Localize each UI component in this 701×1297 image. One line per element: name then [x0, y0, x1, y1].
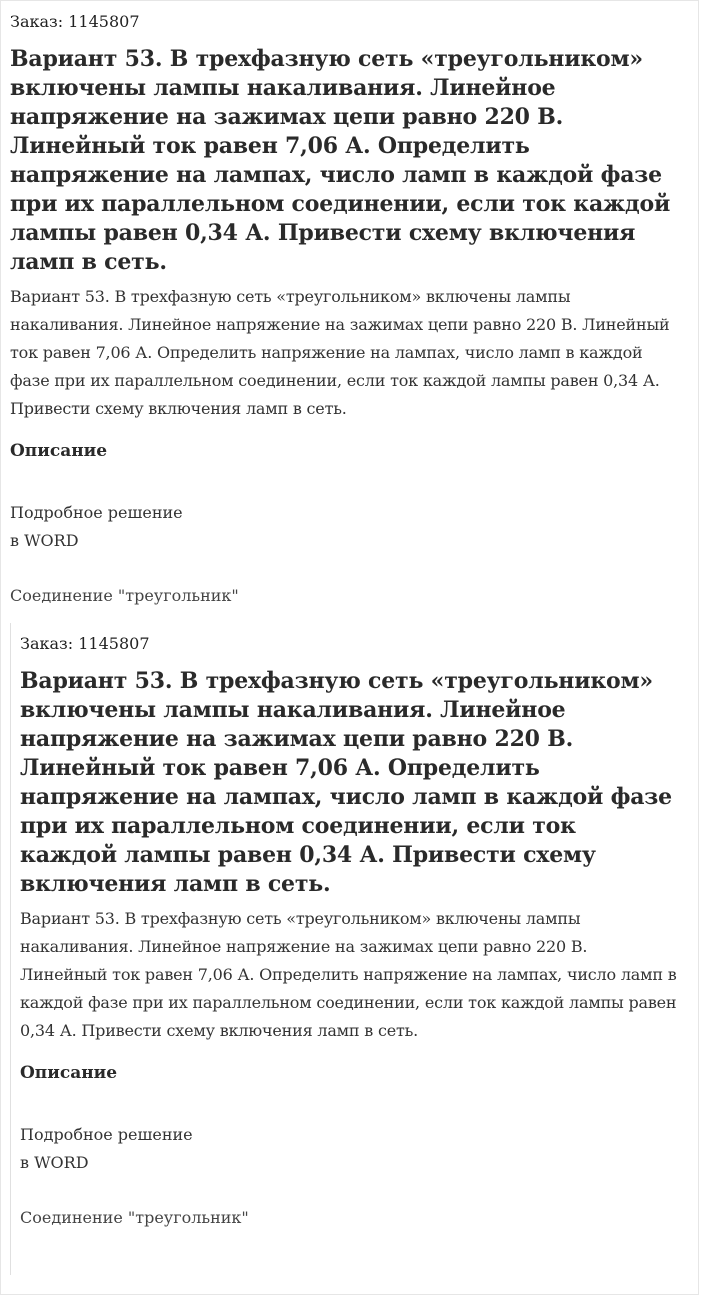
order-block-2 — [10, 623, 698, 1275]
order-block-1 — [1, 1, 698, 607]
description-heading: Описание — [10, 441, 108, 461]
order-number: Заказ: 1145807 — [10, 12, 140, 31]
description-line: в WORD — [20, 1153, 89, 1172]
description-line: Подробное решение — [10, 503, 183, 522]
description-block — [20, 1121, 678, 1177]
description-line: Подробное решение — [20, 1125, 193, 1144]
connection-type: Соединение "треугольник" — [10, 586, 239, 605]
description-block — [10, 499, 686, 555]
problem-text: Вариант 53. В трехфазную сеть «треугольником» включены лампы накаливания. Линейное напряжение на зажимах цепи равно 220 В. Линейный ток равен 7,06 А. Определить напряжение на лампах, число ламп в каждой фазе при их параллельном соединении, если ток каждой лампы равен 0,34 А. Привести схему включения ламп в сеть. — [20, 909, 677, 1040]
description-heading: Описание — [20, 1063, 118, 1083]
connection-type: Соединение "треугольник" — [20, 1208, 249, 1227]
problem-text: Вариант 53. В трехфазную сеть «треугольником» включены лампы накаливания. Линейное напряжение на зажимах цепи равно 220 В. Линейный ток равен 7,06 А. Определить напряжение на лампах, число ламп в каждой фазе при их параллельном соединении, если ток каждой лампы равен 0,34 А. Привести схему включения ламп в сеть. — [10, 287, 670, 418]
problem-title: Вариант 53. В трехфазную сеть «треугольником» включены лампы накаливания. Линейное напряжение на зажимах цепи равно 220 В. Линейный ток равен 7,06 А. Определить напряжение на лампах, число ламп в каждой фазе при их параллельном соединении, если ток каждой лампы равен 0,34 А. Привести схему включения ламп в сеть. — [10, 46, 671, 275]
problem-title: Вариант 53. В трехфазную сеть «треугольником» включены лампы накаливания. Линейное напряжение на зажимах цепи равно 220 В. Линейный ток равен 7,06 А. Определить напряжение на лампах, число ламп в каждой фазе при их параллельном соединении, если ток каждой лампы равен 0,34 А. Привести схему включения ламп в сеть. — [20, 668, 672, 897]
order-number: Заказ: 1145807 — [20, 634, 150, 653]
description-line: в WORD — [10, 531, 79, 550]
